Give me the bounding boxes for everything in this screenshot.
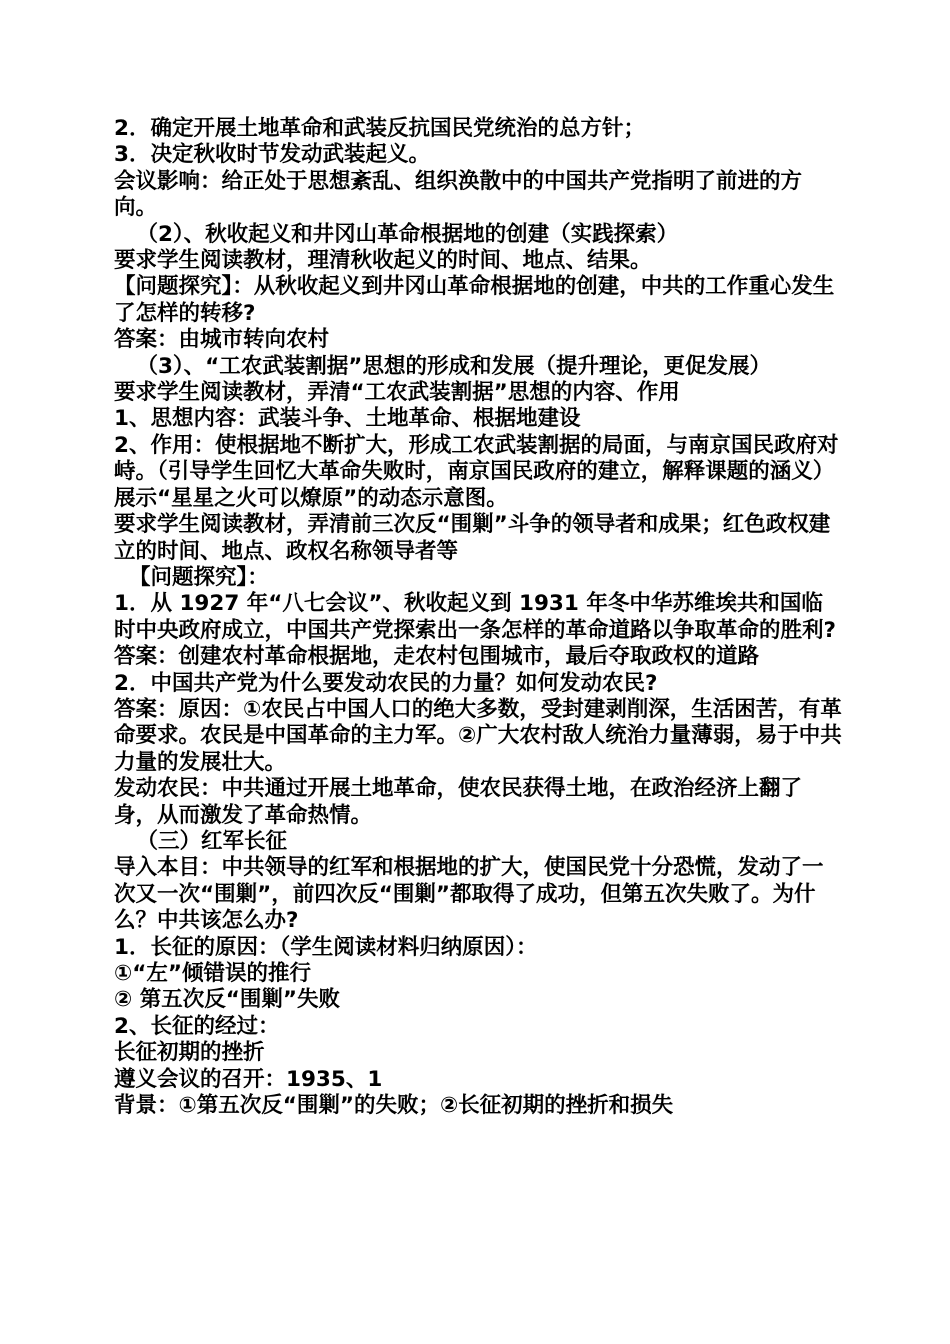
text-line-26: 遵义会议的召开：1935、1 <box>114 1066 383 1092</box>
text-line-14: 1．从 1927 年“八七会议”、秋收起义到 1931 年冬中华苏维埃共和国临时中央政府成立，中国共产党探索出一条怎样的革命道路以争取革命的胜利? <box>114 591 836 643</box>
text-line-4: （2）、秋收起义和井冈山革命根据地的创建（实践探索） <box>114 221 679 247</box>
text-line-20: 导入本目：中共领导的红军和根据地的扩大，使国民党十分恐慌，发动了一次又一次“围剿”，前四次反“围剿”都取得了成功，但第五次失败了。为什么？中共该怎么办? <box>114 855 824 934</box>
text-line-5: 要求学生阅读教材，理清秋收起义的时间、地点、结果。 <box>114 248 652 274</box>
text-line-12: 要求学生阅读教材，弄清前三次反“围剿”斗争的领导者和成果；红色政权建立的时间、地点、政权名称领导者等 <box>114 512 831 564</box>
text-line-21: 1．长征的原因：（学生阅读材料归纳原因）： <box>114 934 538 960</box>
text-line-27: 背景：①第五次反“围剿”的失败；②长征初期的挫折和损失 <box>114 1093 674 1119</box>
text-line-17: 答案：原因：①农民占中国人口的绝大多数，受封建剥削深，生活困苦，有革命要求。农民是中国革命的主力军。②广大农村敌人统治力量薄弱，易于中共力量的发展壮大。 <box>114 696 842 775</box>
text-line-16: 2．中国共产党为什么要发动农民的力量？如何发动农民? <box>114 670 658 696</box>
text-line-19: （三）红军长征 <box>114 828 287 854</box>
text-line-23: ② 第五次反“围剿”失败 <box>114 987 340 1013</box>
text-line-25: 长征初期的挫折 <box>114 1040 265 1066</box>
text-line-1: 2．确定开展土地革命和武装反抗国民党统治的总方针； <box>114 116 645 141</box>
text-line-13: 【问题探究】： <box>114 564 269 590</box>
text-line-2: 3．决定秋收时节发动武装起义。 <box>114 142 430 168</box>
text-line-8: （3）、“工农武装割据”思想的形成和发展（提升理论，更促发展） <box>114 353 771 379</box>
text-line-15: 答案：创建农村革命根据地，走农村包围城市，最后夺取政权的道路 <box>114 644 760 670</box>
document-page <box>114 116 844 1119</box>
text-line-11: 2、作用：使根据地不断扩大，形成工农武装割据的局面，与南京国民政府对峙。（引导学生回忆大革命失败时，南京国民政府的建立，解释课题的涵义） 展示“星星之火可以燎原”的动态示意图。 <box>114 432 839 511</box>
text-line-22: ①“左”倾错误的推行 <box>114 961 311 986</box>
text-line-7: 答案：由城市转向农村 <box>114 327 330 353</box>
text-line-10: 1、思想内容：武装斗争、土地革命、根据地建设 <box>114 406 581 432</box>
text-line-3: 会议影响：给正处于思想紊乱、组织涣散中的中国共产党指明了前进的方向。 <box>114 168 803 221</box>
text-line-24: 2、长征的经过： <box>114 1013 280 1039</box>
text-line-18: 发动农民：中共通过开展土地革命，使农民获得土地，在政治经济上翻了身，从而激发了革命热情。 <box>114 776 803 828</box>
text-line-9: 要求学生阅读教材，弄清“工农武装割据”思想的内容、作用 <box>114 380 680 406</box>
text-line-6: 【问题探究】：从秋收起义到井冈山革命根据地的创建，中共的工作重心发生了怎样的转移? <box>114 274 835 326</box>
